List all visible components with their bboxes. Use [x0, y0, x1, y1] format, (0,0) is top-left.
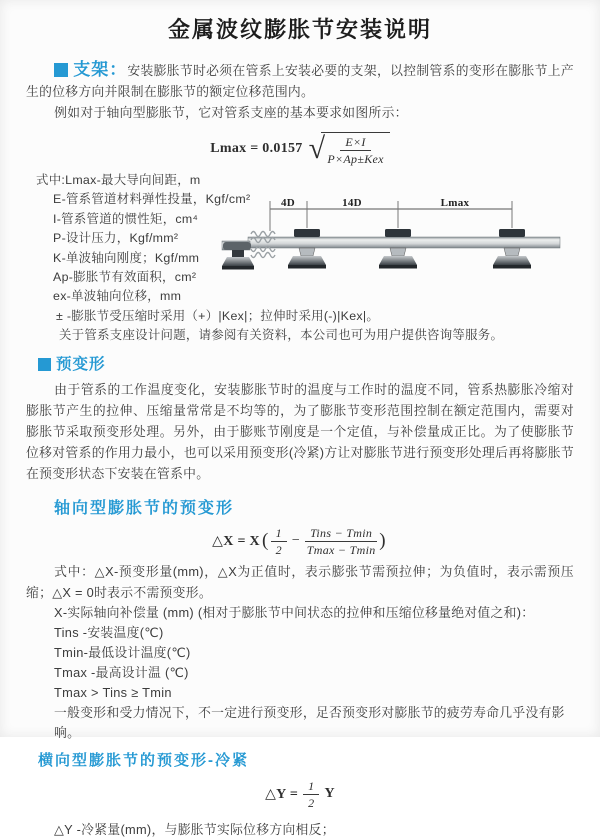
fraction-numerator: 1: [271, 526, 287, 542]
guide-support-icon: [288, 229, 326, 269]
section-marker-icon: [38, 358, 51, 371]
fraction-numerator: 1: [303, 779, 319, 795]
fraction: [327, 135, 383, 166]
axial-formula: [26, 526, 574, 557]
parameter-line: 一般变形和受力情况下，不一定进行预变形，足否预变形对膨胀节的疲劳寿命几乎没有影响。: [54, 704, 565, 740]
lateral-formula: [26, 779, 574, 810]
fraction-numerator: Tins − Tmin: [305, 526, 377, 542]
pipe-support-diagram: [222, 197, 560, 279]
pipe-support-diagram-svg: [222, 197, 560, 279]
definition-line: I-管系管道的惯性矩，cm⁴: [53, 211, 199, 226]
lateral-note: △Y -冷紧量(mm)，与膨胀节实际位移方向相反；: [54, 821, 335, 837]
diagram-label-lmax: Lmax: [440, 197, 470, 209]
guide-support-icon: [379, 229, 417, 269]
definition-line: P-设计压力，Kgf/mm²: [53, 231, 179, 246]
support-section-label: 支架：: [73, 60, 128, 79]
predeform-section-label: 预变形: [56, 355, 106, 373]
pipe: [248, 237, 560, 248]
fraction-denominator: 2: [275, 542, 282, 557]
predeform-paragraph: 由于管系的工作温度变化，安装膨胀节时的温度与工作时的温度不同，管系热膨胀冷缩对膨胀节产生的拉伸、压缩量常常是不均等的，为了膨胀节变形范围控制在额定范围内，需要对膨胀节采取预变形处理。另外，由于膨账节刚度是一个定值，与补偿量成正比。为了使膨胀节位移对管系的作用力最小，也可以采用预变形(冷紧)方让对膨胀节进行预变形处理后再将膨胀节在预变形状态下安装在管系中。: [26, 381, 574, 481]
parameter-line: Tmax -最高设计温 (℃): [54, 664, 189, 680]
anchor-support-icon: [222, 242, 254, 270]
definitions-block: [26, 171, 574, 346]
open-paren: (: [261, 530, 269, 552]
half-fraction: [303, 779, 319, 810]
diagram-label-4d: 4D: [280, 197, 296, 209]
formula-lhs: △X = X: [212, 533, 260, 549]
formula-rhs: Y: [324, 786, 335, 802]
support-example-paragraph: 例如对于轴向型膨胀节，它对管系支座的基本要求如图所示：: [54, 105, 408, 120]
consulting-note: 关于管系支座设计问题，请参阅有关资料，本公司也可为用户提供咨询等服务。: [59, 328, 504, 343]
formula-lhs: Lmax = 0.0157: [210, 141, 303, 156]
fraction-denominator: 2: [308, 795, 315, 810]
fraction-denominator: P×Ap±Kex: [327, 152, 384, 166]
definition-line: Ap-膨胀节有效面积，cm²: [53, 270, 197, 285]
predeform-section-heading: [38, 355, 574, 375]
guide-support-icon: [493, 229, 531, 269]
radicand: [321, 132, 389, 166]
radical-sign: √: [308, 132, 326, 165]
formula-lhs: △Y =: [265, 786, 299, 802]
definition-line: E-管系管道材料弹性投量，Kgf/cm²: [53, 192, 251, 207]
axial-subheading: 轴向型膨胀节的预变形: [54, 499, 235, 517]
half-fraction: [271, 526, 287, 557]
support-intro-text: 安装膨胀节时必须在管系上安装必要的支架，以控制管系的变形在膨胀节上产生的位移方向并限制在膨胀节的额定位移范围内。: [26, 63, 575, 99]
parameter-line: X-实际轴向补偿量 (mm) (相对于膨胀节中间状态的拉伸和压缩位移量绝对值之和)：: [54, 604, 535, 620]
parameter-line: Tins -安装温度(℃): [54, 624, 164, 640]
definition-line: 式中:Lmax-最大导向间距，m: [36, 173, 201, 187]
support-intro-paragraph: [26, 59, 574, 102]
definition-line: ± -膨胀节受压缩时采用（+）|Kex|；拉伸时采用(-)|Kex|。: [56, 308, 380, 323]
axial-note-paragraph: 式中：△X-预变形量(mm)，△X为正值时，表示膨张节需预拉伸；为负值时，表示需预压缩；△X = 0时表示不需预变形。: [26, 563, 574, 600]
document-content: [0, 59, 600, 840]
lateral-subheading: 横向型膨胀节的预变形-冷紧: [38, 751, 249, 769]
parameter-line: Tmax > Tins ≥ Tmin: [54, 684, 172, 700]
page-title: 金属波纹膨胀节安装说明: [167, 17, 432, 42]
close-paren: ): [379, 530, 386, 552]
temperature-fraction: [305, 526, 377, 557]
diagram-label-14d: 14D: [342, 197, 362, 209]
fraction-denominator: Tmax − Tmin: [306, 542, 376, 557]
parameter-line: Tmin-最低设计温度(℃): [54, 644, 191, 660]
definition-line: ex-单波轴向位移，mm: [53, 289, 182, 304]
axial-parameter-list: [26, 603, 574, 743]
lmax-formula: [26, 132, 574, 166]
definition-line: K-单波轴向刚度；Kgf/mm: [53, 250, 200, 265]
fraction-numerator: E×I: [340, 135, 370, 151]
minus-sign: −: [291, 533, 301, 549]
section-marker-icon: [54, 63, 68, 77]
